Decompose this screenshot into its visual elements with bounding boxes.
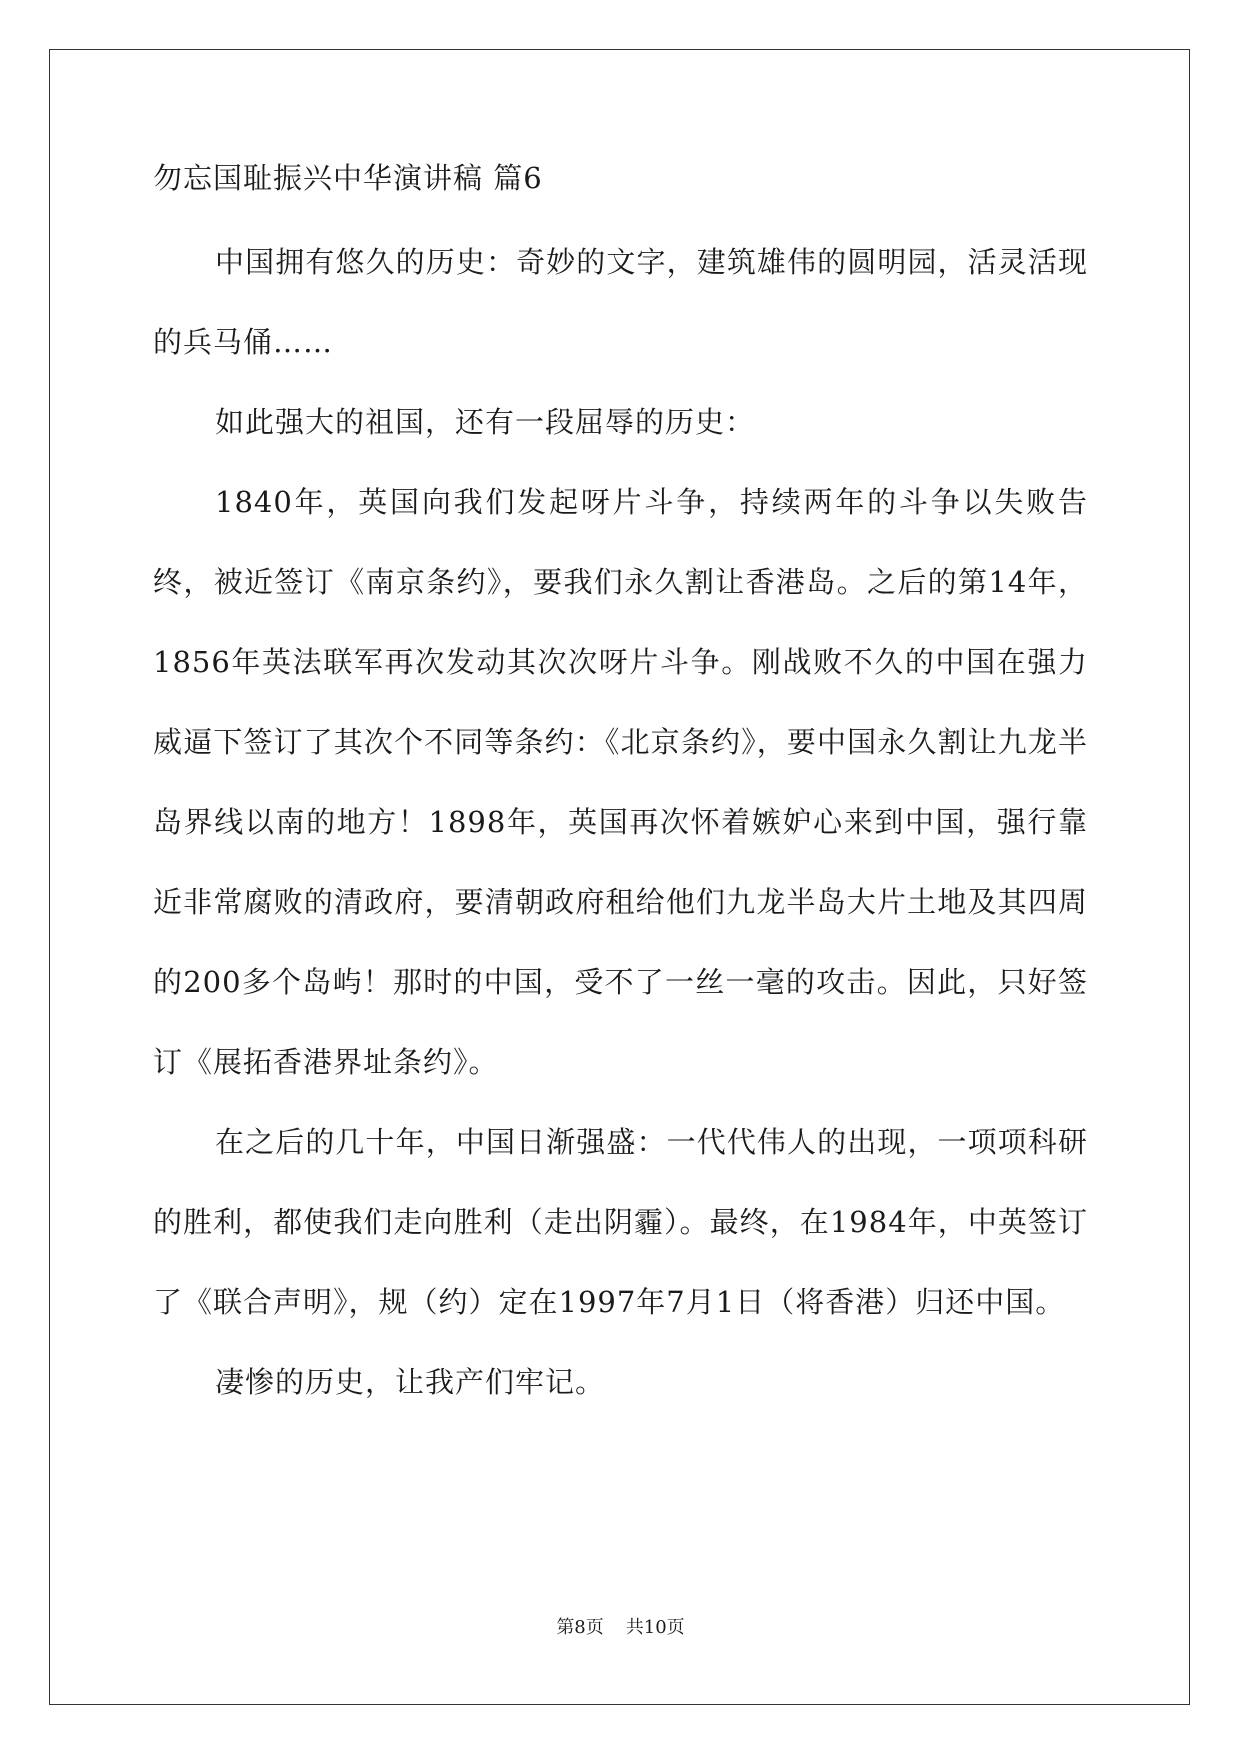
- paragraph-return: 在之后的几十年，中国日渐强盛：一代代伟人的出现，一项项科研的胜利，都使我们走向胜利（走出阴霾）。最终，在1984年，中英签订了《联合声明》，规（约）定在1997年7月1日（将香港）归还中国。: [153, 1125, 1088, 1319]
- document-title: 勿忘国耻振兴中华演讲稿 篇6: [153, 161, 543, 195]
- page-number-current: 第8页: [556, 1617, 604, 1638]
- paragraph-opium-wars: 1840年，英国向我们发起呀片斗争，持续两年的斗争以失败告终，被近签订《南京条约》，要我们永久割让香港岛。之后的第14年，1856年英法联军再次发动其次次呀片斗争。刚战败不久的中国在强力威逼下签订了其次个不同等条约：《北京条约》，要中国永久割让九龙半岛界线以南的地方！1898年，英国再次怀着嫉妒心来到中国，强行靠近非常腐败的清政府，要清朝政府租给他们九龙半岛大片土地及其四周的200多个岛屿！那时的中国，受不了一丝一毫的攻击。因此，只好签订《展拓香港界址条约》。: [153, 485, 1088, 1079]
- paragraph-conclusion: 凄惨的历史，让我产们牢记。: [215, 1365, 606, 1399]
- paragraph-humiliation: 如此强大的祖国，还有一段屈辱的历史：: [215, 405, 756, 439]
- page-number-total: 共10页: [625, 1617, 685, 1638]
- paragraph-intro: 中国拥有悠久的历史：奇妙的文字，建筑雄伟的圆明园，活灵活现的兵马俑……: [153, 245, 1088, 359]
- page-footer: [0, 1613, 1241, 1639]
- document-body: [153, 158, 1088, 1422]
